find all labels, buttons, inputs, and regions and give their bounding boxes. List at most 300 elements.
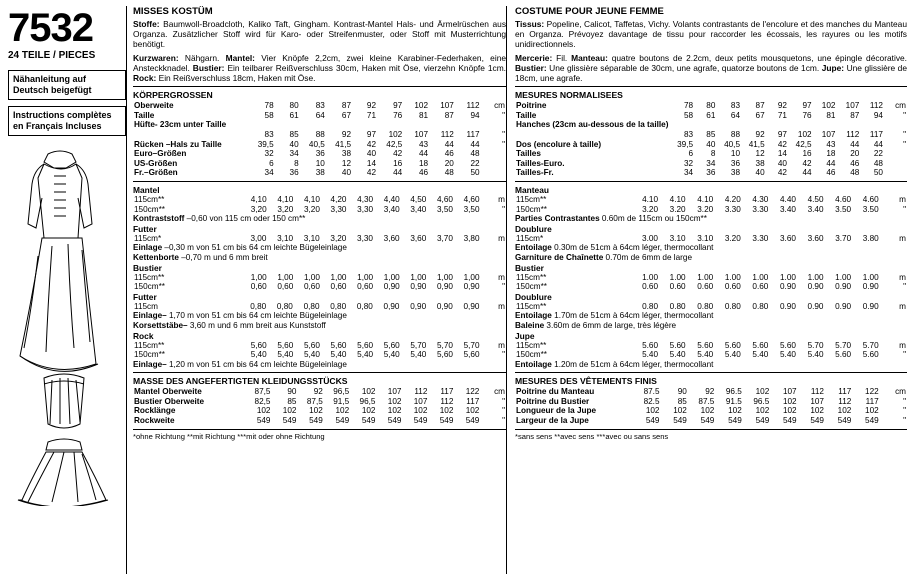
row-value: 5,40 xyxy=(250,350,267,360)
row-value: 82.5 xyxy=(643,396,660,406)
row-value: 67 xyxy=(755,110,765,120)
row-value: 88 xyxy=(730,130,741,139)
row-value: 94 xyxy=(470,110,480,120)
yardage-table xyxy=(515,302,907,312)
row-value: 3,00 xyxy=(250,233,267,243)
row-value: 3,70 xyxy=(436,233,453,243)
group-note: Entoilage 1.20m de 51cm à 64cm léger, thermocollant xyxy=(515,359,714,369)
french-title: COSTUME POUR JEUNE FEMME xyxy=(515,6,664,17)
row-value xyxy=(884,168,907,178)
row-value: m xyxy=(498,233,505,243)
french-footnote: *sans sens **avec sens ***avec ou sans sens xyxy=(515,429,907,441)
row-value: 5.60 xyxy=(779,340,796,350)
row-value: 96,5 xyxy=(359,396,376,406)
row-value: 87.5 xyxy=(643,387,660,397)
row-value: 3,10 xyxy=(277,233,294,243)
row-value xyxy=(377,120,403,130)
row-value: 107 xyxy=(782,387,797,397)
row-value: 3,40 xyxy=(383,204,400,214)
row-value: 6 xyxy=(269,158,274,168)
row-value: 78 xyxy=(683,101,694,111)
table-row xyxy=(133,341,506,351)
row-value: 0.80 xyxy=(642,301,659,311)
row-value: 0.60 xyxy=(669,282,686,292)
pieces-count: 24 TEILE / PIECES xyxy=(8,50,96,61)
row-value: 43 xyxy=(418,139,429,149)
german-body-measure-head: KÖRPERGROSSEN xyxy=(133,90,213,101)
row-value: 1.00 xyxy=(862,272,879,282)
row-value xyxy=(481,159,506,169)
row-value xyxy=(716,120,741,130)
row-value: m xyxy=(899,301,906,311)
row-value: " xyxy=(903,282,906,292)
row-value: 22 xyxy=(470,158,480,168)
german-bustier-label: Bustier: xyxy=(192,62,225,73)
row-value: 5.40 xyxy=(779,350,796,360)
row-value: 5,40 xyxy=(330,350,347,360)
row-value: 83 xyxy=(683,130,694,139)
row-value: 4.50 xyxy=(807,194,824,204)
row-value: 5.60 xyxy=(669,340,686,350)
row-value: 38 xyxy=(730,168,741,178)
row-value: m xyxy=(899,233,906,243)
row-value: 102 xyxy=(782,396,797,406)
german-finished-table xyxy=(133,387,506,425)
row-value: 5.60 xyxy=(724,340,741,350)
row-value: 102 xyxy=(414,101,429,111)
row-value xyxy=(248,120,274,130)
row-value xyxy=(669,120,694,130)
row-value: 3.60 xyxy=(807,233,824,243)
row-value: 8 xyxy=(294,158,299,168)
row-value: 117 xyxy=(865,396,879,406)
french-fabrics-text: Popeline, Calicot, Taffetas, Vichy. Volants contrastants de l'encolure et des manches du Manteau en Organza. Prévoyez davantage de tissu pour raccorder les écossais, les rayures ou les motifs unidirectionnels. xyxy=(515,19,907,50)
row-value: 4.20 xyxy=(724,194,741,204)
group-head: Futter xyxy=(133,291,157,302)
row-value: 40 xyxy=(341,168,352,178)
row-value: 0,90 xyxy=(463,282,480,292)
row-value: 12 xyxy=(341,158,352,168)
row-value: 44 xyxy=(470,139,480,149)
german-divider-2 xyxy=(133,181,506,182)
table-row xyxy=(133,101,506,111)
german-notions xyxy=(133,53,506,84)
row-label: 150cm** xyxy=(134,204,165,214)
yardage-table xyxy=(133,234,506,244)
row-label: Oberweite xyxy=(134,101,174,111)
row-value: 112 xyxy=(846,130,860,139)
row-value xyxy=(326,120,352,130)
table-row xyxy=(515,159,907,169)
row-value: m xyxy=(899,194,906,204)
row-value: 102 xyxy=(439,406,454,416)
french-instructions-note: Instructions complètes en Français Incluses xyxy=(8,106,126,136)
row-value: 0.90 xyxy=(779,301,796,311)
german-notions-label: Kurzwaren: xyxy=(133,52,179,63)
row-value: 5,70 xyxy=(410,340,427,350)
row-value: 18 xyxy=(826,149,836,159)
row-value: 1,00 xyxy=(410,272,427,282)
row-value: 50 xyxy=(873,168,883,178)
row-value: 107 xyxy=(821,130,836,139)
group-head: Doublure xyxy=(515,291,552,302)
row-label: 115cm** xyxy=(516,340,547,350)
row-value: 0,60 xyxy=(303,282,320,292)
row-value: 102 xyxy=(821,101,836,111)
row-value: 102 xyxy=(465,406,480,416)
row-value: 44 xyxy=(873,139,883,149)
french-divider xyxy=(515,86,907,87)
row-value: 4,40 xyxy=(383,194,400,204)
row-label: 115cm** xyxy=(134,194,165,204)
row-value: 5,40 xyxy=(383,350,400,360)
row-value: 107 xyxy=(387,387,402,397)
row-value: 96,5 xyxy=(333,387,350,397)
row-value: 549 xyxy=(755,416,770,426)
group-note: Entoilage 0.30m de 51cm à 64cm léger, thermocollant xyxy=(515,243,714,253)
row-value: 0,60 xyxy=(250,282,267,292)
table-row xyxy=(133,205,506,215)
row-value: 44 xyxy=(393,168,403,178)
table-row xyxy=(515,120,907,130)
row-value: 5.40 xyxy=(807,350,824,360)
yardage-table xyxy=(133,302,506,312)
row-value: 1,00 xyxy=(330,272,347,282)
table-row xyxy=(133,416,506,426)
row-value: 3.70 xyxy=(835,233,852,243)
row-value: 5,60 xyxy=(436,350,453,360)
row-value: 4.40 xyxy=(779,194,796,204)
row-value: 4,10 xyxy=(277,194,294,204)
row-value xyxy=(481,168,506,178)
row-value: 78 xyxy=(264,101,274,111)
table-row xyxy=(133,273,506,283)
row-value: 46 xyxy=(826,168,836,178)
row-value: 34 xyxy=(683,168,694,178)
row-value: 46 xyxy=(418,168,429,178)
row-value: 87 xyxy=(444,110,454,120)
row-value: 91,5 xyxy=(333,396,350,406)
row-value: " xyxy=(502,204,505,214)
french-divider-3 xyxy=(515,372,907,373)
row-value: 5.60 xyxy=(835,350,852,360)
row-value: 42 xyxy=(777,168,787,178)
table-row xyxy=(133,168,506,178)
row-label: Mantel Oberweite xyxy=(134,387,202,397)
row-value: 4,20 xyxy=(330,194,347,204)
row-value: 97 xyxy=(777,130,787,139)
row-value: 0,90 xyxy=(383,301,400,311)
table-row xyxy=(515,140,907,150)
row-value: cm xyxy=(494,387,505,397)
row-value: 87 xyxy=(755,101,765,111)
row-value: 58 xyxy=(264,110,274,120)
row-value: 1,00 xyxy=(463,272,480,282)
row-value: 5.40 xyxy=(724,350,741,360)
row-value: 0.90 xyxy=(807,282,824,292)
row-value: 46 xyxy=(850,158,860,168)
row-value: 549 xyxy=(387,416,402,426)
row-value: 5,60 xyxy=(303,340,320,350)
row-value: 5,60 xyxy=(383,340,400,350)
row-value: m xyxy=(498,301,505,311)
row-value: 4,50 xyxy=(410,194,427,204)
row-value: 3.20 xyxy=(724,233,741,243)
row-value: " xyxy=(903,130,906,139)
row-value: 102 xyxy=(361,387,376,397)
row-value: 3,60 xyxy=(383,233,400,243)
row-value: 16 xyxy=(802,149,812,159)
row-value: 549 xyxy=(837,416,852,426)
row-value xyxy=(884,120,907,130)
row-value: 112 xyxy=(414,387,428,397)
row-value: 4,30 xyxy=(357,194,374,204)
group-note: Entoilage 1.70m de 51cm à 64cm léger, thermocollant xyxy=(515,311,714,321)
row-value: 20 xyxy=(444,158,454,168)
table-row xyxy=(133,149,506,159)
row-value: " xyxy=(502,130,505,139)
table-row xyxy=(515,149,907,159)
row-value: 42,5 xyxy=(386,139,403,149)
group-head: Doublure xyxy=(515,223,552,234)
row-value: " xyxy=(502,139,505,149)
row-value: 117 xyxy=(440,387,454,397)
row-value: 4.10 xyxy=(642,194,659,204)
row-value: 3,20 xyxy=(277,204,294,214)
french-body-measure-head: MESURES NORMALISEES xyxy=(515,90,623,101)
row-value: 58 xyxy=(683,110,694,120)
row-value: 5,60 xyxy=(250,340,267,350)
french-notions xyxy=(515,53,907,84)
row-value: 102 xyxy=(797,130,812,139)
row-value: 112 xyxy=(440,396,454,406)
row-value: 107 xyxy=(810,396,824,406)
row-value: 549 xyxy=(810,416,824,426)
row-value: 107 xyxy=(440,101,454,111)
row-value: 1.00 xyxy=(807,272,824,282)
row-value: 549 xyxy=(361,416,376,426)
row-value: 5,60 xyxy=(357,340,374,350)
row-value: " xyxy=(502,396,505,406)
row-value: 36 xyxy=(289,168,299,178)
row-value: 46 xyxy=(444,149,454,159)
row-value: 1,00 xyxy=(303,272,320,282)
row-value: 42 xyxy=(393,149,403,159)
row-value: 3.00 xyxy=(642,233,658,243)
french-body-measure-table xyxy=(515,101,907,178)
row-value: 1,00 xyxy=(383,272,400,282)
yardage-table xyxy=(515,341,907,360)
row-value: 42 xyxy=(777,139,787,149)
coat-bustier-skirt-line-drawings xyxy=(8,146,120,506)
row-value: 0.90 xyxy=(835,301,852,311)
row-value: 32 xyxy=(683,158,694,168)
row-value: 102 xyxy=(865,406,879,416)
row-value: 91.5 xyxy=(725,396,742,406)
row-value: 5,40 xyxy=(357,350,374,360)
row-value: 549 xyxy=(256,416,271,426)
group-head: Bustier xyxy=(515,262,544,273)
row-value: 40,5 xyxy=(724,139,741,149)
yardage-table xyxy=(515,195,907,214)
group-note: Korsettstäbe– 3,60 m und 6 mm breit aus Kunststoff xyxy=(133,320,326,330)
group-note: Parties Contrastantes 0.60m de 115cm ou 150cm** xyxy=(515,214,707,224)
row-value: 102 xyxy=(256,406,271,416)
row-value: 3.20 xyxy=(697,204,714,214)
table-row xyxy=(133,140,506,150)
row-value: 1.00 xyxy=(779,272,796,282)
row-value: 1.00 xyxy=(835,272,852,282)
group-head: Mantel xyxy=(133,184,160,195)
row-value: 549 xyxy=(282,416,297,426)
row-value xyxy=(300,120,326,130)
row-value: cm xyxy=(494,101,505,111)
german-footnote: *ohne Richtung **mit Richtung ***mit oder ohne Richtung xyxy=(133,429,506,441)
row-value: m xyxy=(899,340,906,350)
french-finished-head: MESURES DES VÊTEMENTS FINIS xyxy=(515,376,657,387)
row-label: 115cm** xyxy=(516,272,547,282)
yardage-table xyxy=(133,273,506,292)
table-row xyxy=(515,397,907,407)
row-value: 0,90 xyxy=(463,301,480,311)
row-value: 117 xyxy=(466,130,480,139)
row-value: 82,5 xyxy=(254,396,271,406)
row-value: 42 xyxy=(366,139,377,149)
row-value: " xyxy=(903,406,906,416)
french-fabrics xyxy=(515,19,907,50)
german-column xyxy=(126,6,506,574)
french-coat-text: quatre boutons de 2.2cm, deux petits mousquetons, une épingle décorative. xyxy=(611,52,908,63)
row-value: 0.90 xyxy=(807,301,824,311)
row-value: 3.20 xyxy=(642,204,659,214)
row-value: 549 xyxy=(782,416,797,426)
table-row xyxy=(515,416,907,426)
table-row xyxy=(515,282,907,292)
table-row xyxy=(515,341,907,351)
row-value: 122 xyxy=(465,387,480,397)
row-value: 38 xyxy=(755,158,765,168)
row-value: 3,30 xyxy=(357,204,374,214)
row-value: 36 xyxy=(706,168,716,178)
row-value: 94 xyxy=(873,110,883,120)
row-value xyxy=(403,120,429,130)
row-value: 1,00 xyxy=(357,272,374,282)
row-value: 14 xyxy=(366,158,377,168)
row-value: 76 xyxy=(393,110,403,120)
row-value: 3,20 xyxy=(303,204,320,214)
row-value: 96.5 xyxy=(725,387,742,397)
row-value: 40 xyxy=(755,168,765,178)
row-value: 5.40 xyxy=(642,350,659,360)
row-value: 3.10 xyxy=(697,233,714,243)
row-value: 1.00 xyxy=(724,272,741,282)
french-skirt-label: Jupe: xyxy=(821,62,845,73)
row-value: 112 xyxy=(466,101,480,111)
row-value: 549 xyxy=(335,416,350,426)
group-head: Futter xyxy=(133,223,157,234)
row-label: US-Größen xyxy=(134,158,178,168)
row-value: 48 xyxy=(873,158,883,168)
french-fabrics-label: Tissus: xyxy=(515,19,545,29)
row-value: 0,60 xyxy=(357,282,374,292)
row-label: Hanches (23cm au-dessous de la taille) xyxy=(516,120,669,130)
row-value: 76 xyxy=(802,110,812,120)
row-value: 102 xyxy=(282,406,297,416)
row-value: 4.10 xyxy=(669,194,686,204)
yardage-table xyxy=(133,195,506,214)
row-value: 8 xyxy=(710,149,716,159)
german-bustier-text: Ein teilbarer Reißverschluss 30cm, Haken mit Öse, vierzehn Knöpfe 1cm. xyxy=(227,62,507,73)
row-value: 0.60 xyxy=(752,282,769,292)
row-label: 150cm** xyxy=(134,350,165,360)
row-value: 5,60 xyxy=(330,340,347,350)
german-fabrics-label: Stoffe: xyxy=(133,19,160,29)
row-label: 150cm** xyxy=(134,282,165,292)
row-value: 80 xyxy=(706,101,716,111)
row-value: 81 xyxy=(826,110,836,120)
row-value xyxy=(788,120,813,130)
row-value: 80 xyxy=(289,101,299,111)
row-value: 3.40 xyxy=(779,204,796,214)
row-value: 122 xyxy=(865,387,879,397)
row-value xyxy=(694,120,716,130)
row-value: 0.60 xyxy=(724,282,741,292)
row-value: 102 xyxy=(837,406,852,416)
table-row xyxy=(515,130,907,140)
row-value: 4,60 xyxy=(463,194,480,204)
german-skirt-text: Ein Reißverschluss 18cm, Haken mit Öse. xyxy=(158,73,316,84)
row-value: 117 xyxy=(466,396,480,406)
row-value: 50 xyxy=(470,168,480,178)
row-value: 36 xyxy=(730,158,741,168)
french-divider-2 xyxy=(515,181,907,182)
row-value: 0,60 xyxy=(277,282,294,292)
row-value: 5.40 xyxy=(752,350,769,360)
row-value: 3.50 xyxy=(835,204,852,214)
row-value: " xyxy=(903,416,906,426)
row-value: " xyxy=(502,350,505,360)
row-label: Poitrine xyxy=(516,101,547,111)
row-value: 0,60 xyxy=(330,282,347,292)
row-value: 87 xyxy=(850,110,860,120)
row-label: Tailles xyxy=(516,149,541,159)
row-value xyxy=(884,149,907,159)
row-value: 83 xyxy=(264,130,274,139)
row-value: " xyxy=(903,350,906,360)
row-value: 0,90 xyxy=(436,282,453,292)
row-value: 5.70 xyxy=(807,340,824,350)
row-value: 112 xyxy=(810,387,824,397)
row-value: 5.60 xyxy=(862,350,879,360)
row-value: 97 xyxy=(393,101,403,111)
row-value: 87,5 xyxy=(254,387,271,397)
row-value: 3,20 xyxy=(330,233,347,243)
french-finished-table xyxy=(515,387,907,425)
row-value xyxy=(741,120,766,130)
table-row xyxy=(515,350,907,360)
row-value: 40 xyxy=(289,139,299,149)
row-value: 1,00 xyxy=(436,272,453,282)
row-value: 48 xyxy=(470,149,480,159)
row-value: 4.60 xyxy=(835,194,852,204)
row-value: 3,60 xyxy=(410,233,427,243)
row-value: 3,80 xyxy=(463,233,480,243)
row-value: 83 xyxy=(730,101,741,111)
table-row xyxy=(133,302,506,312)
row-value: 0,80 xyxy=(250,301,267,311)
row-value xyxy=(813,120,837,130)
row-value: 549 xyxy=(728,416,742,426)
